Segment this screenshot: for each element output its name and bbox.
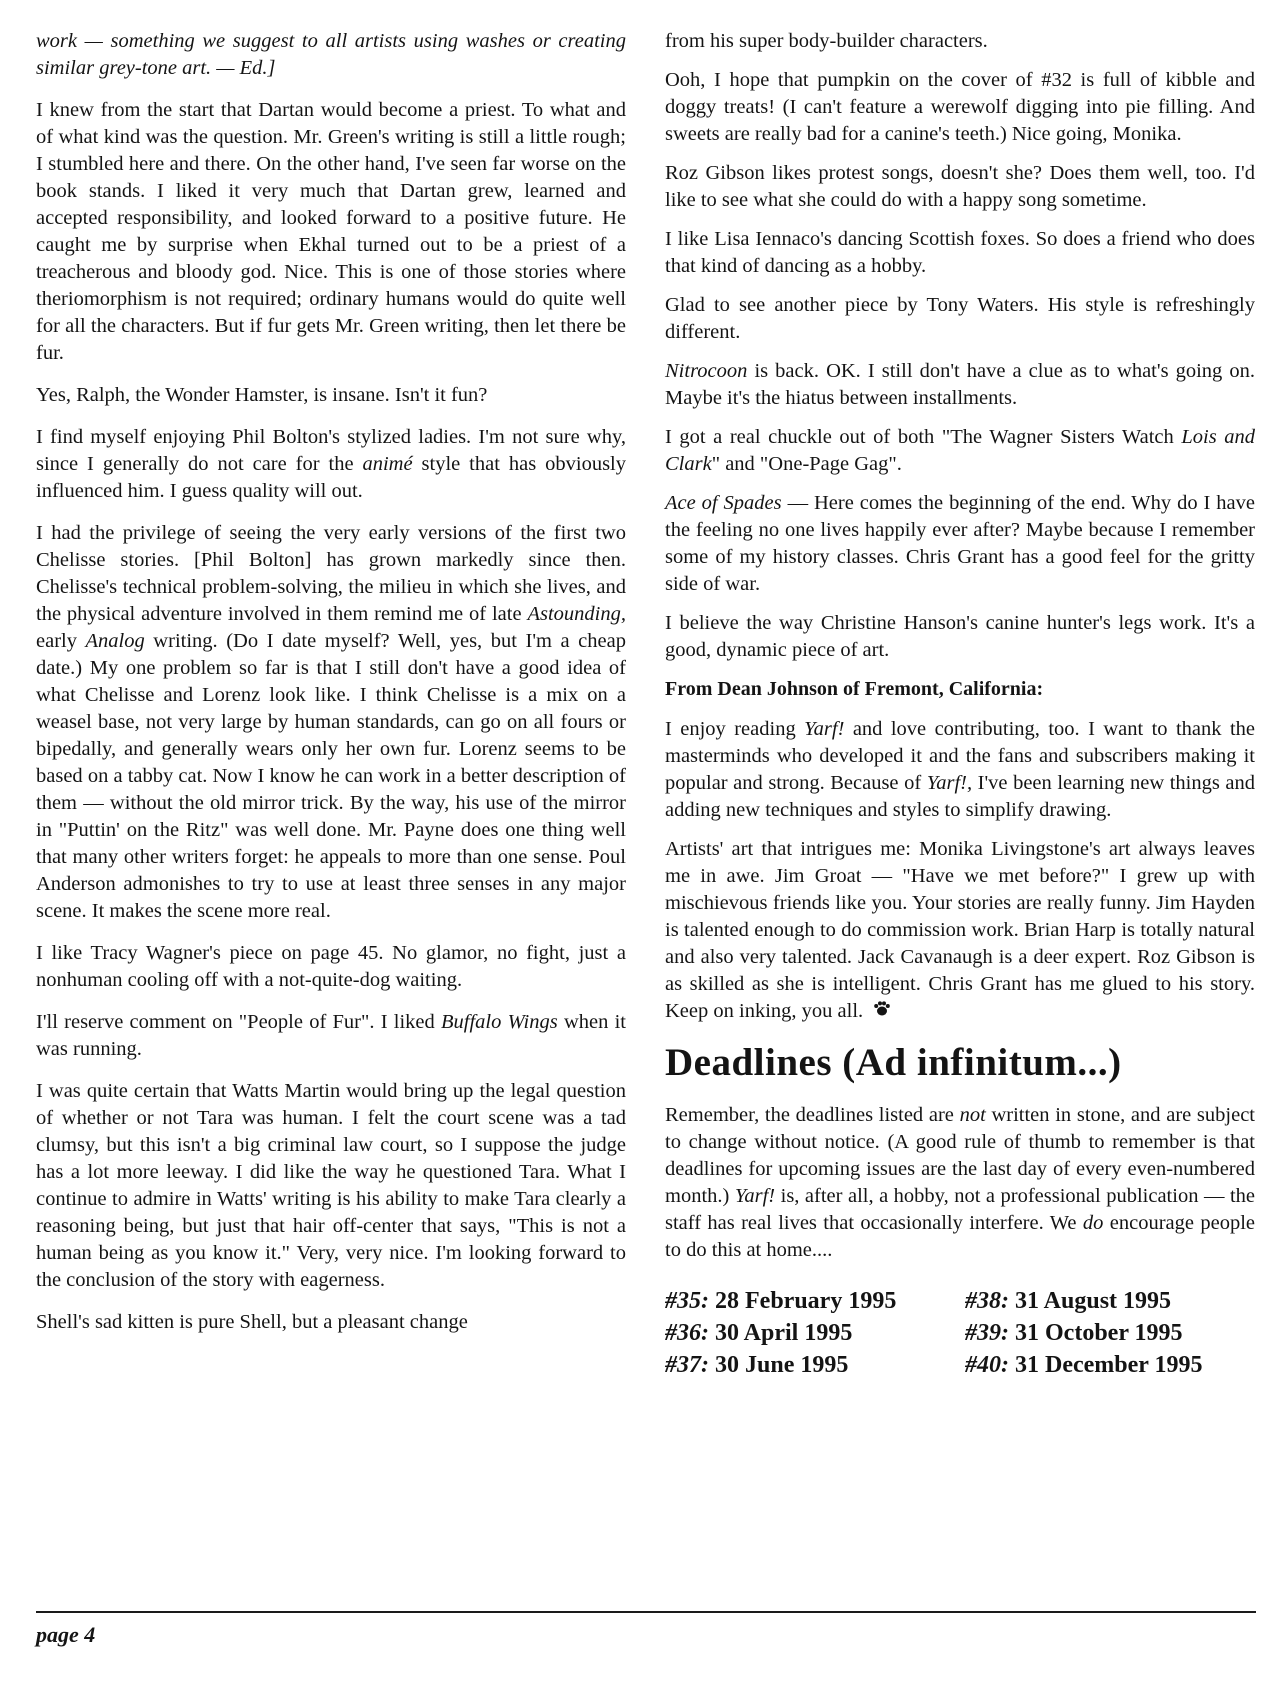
letter-paragraph (36, 424, 626, 505)
text-run: and love contributing, too. I want to thank the masterminds who developed it and the fans and subscribers making it popular and strong. Because of (665, 718, 1255, 794)
text-run-italic: animé (362, 453, 413, 475)
letter-paragraph (36, 28, 626, 82)
right-column (665, 28, 1255, 1380)
letter-paragraph: from his super body-builder characters. (665, 30, 988, 52)
text-run-italic: Nitrocoon (665, 360, 748, 382)
letter-paragraph (665, 424, 1255, 478)
deadline-item (965, 1318, 1255, 1348)
letter-paragraph: Ooh, I hope that pumpkin on the cover of #32 is full of kibble and doggy treats! (I can't feature a werewolf digging into pie filling. And sweets are really bad for a canine's teeth.) Nice going, Monika. (665, 69, 1255, 145)
text-run-italic: Yarf! (804, 718, 845, 740)
text-run: style that has obviously influenced him. I guess quality will out. (36, 453, 626, 502)
letter-paragraph: Yes, Ralph, the Wonder Hamster, is insane. Isn't it fun? (36, 384, 488, 406)
text-run-italic: Buffalo Wings (441, 1011, 558, 1033)
editor-note: work — something we suggest to all artists using washes or creating similar grey-tone art. — Ed.] (36, 30, 626, 79)
text-run: encourage people to do this at home.... (665, 1211, 1255, 1261)
letter-paragraph (665, 836, 1255, 1026)
deadline-date: 31 August 1995 (1009, 1287, 1172, 1314)
text-run: — Here comes the beginning of the end. Why do I have the feeling no one lives happily ever after? Maybe because I remember some of my history classes. Chris Grant has a good feel for the gritty side of war. (665, 492, 1255, 595)
text-run-italic: Yarf! (734, 1184, 776, 1207)
text-run-italic: Lois and Clark (665, 426, 1255, 475)
letter-paragraph: Shell's sad kitten is pure Shell, but a pleasant change (36, 1311, 468, 1333)
left-column (36, 28, 626, 1351)
deadline-issue: #37: (665, 1351, 709, 1378)
letter-paragraph (665, 358, 1255, 412)
letter-paragraph (36, 520, 626, 925)
text-run: I'll reserve comment on "People of Fur". I liked (36, 1011, 442, 1033)
deadline-item (665, 1286, 965, 1316)
text-run-italic: not (959, 1103, 986, 1126)
text-run-italic: Yarf!, (926, 772, 973, 794)
letter-paragraph: I knew from the start that Dartan would become a priest. To what and of what kind was the question. Mr. Green's writing is still a little rough; I stumbled here and there. On the other hand, I've seen far worse on the book stands. I liked it very much that Dartan grew, learned and accepted responsibility, and looked forward to a positive future. He caught me by surprise when Ekhal turned out to be a priest of a treacherous and bloody god. Nice. This is one of those stories where theriomorphism is not required; ordinary humans would do quite well for all the characters. But if fur gets Mr. Green writing, then let there be fur. (36, 99, 626, 364)
text-run: I've been learning new things and adding new techniques and styles to simplify drawing. (665, 772, 1255, 821)
text-run: Artists' art that intrigues me: Monika Livingstone's art always leaves me in awe. Jim Groat — "Have we met before?" I grew up with mischievous friends like you. Your stories are really funny. Jim Hayden is talented enough to do commission work. Brian Harp is totally natural and also very talented. Jack Cavanaugh is a deer expert. Roz Gibson is as skilled as she is intelligent. Chris Grant has me glued to his story. Keep on inking, you all. (665, 838, 1255, 1022)
letter-paragraph: I was quite certain that Watts Martin would bring up the legal question of whether or not Tara was human. I felt the court scene was a tad clumsy, but this isn't a big criminal law court, so I suppose the judge has a lot more leeway. I did like the way he questioned Tara. What I continue to admire in Watts' writing is his ability to make Tara clearly a reasoning being, but just that hair off-center that says, "This is not a human being as you know it." Very, very nice. I'm looking forward to the conclusion of the story with eagerness. (36, 1080, 626, 1291)
text-run: I had the privilege of seeing the very early versions of the first two Chelisse stories. [Phil Bolton] has grown markedly since then. Chelisse's technical problem-solving, the milieu in which she lives, and the physical adventure involved in them remind me of late (36, 522, 626, 625)
text-run: writing. (Do I date myself? Well, yes, but I'm a cheap date.) My one problem so far is that I still don't have a good idea of what Chelisse and Lorenz look like. I think Chelisse is a mix on a weasel base, not very large by human standards, can go on all fours or bipedally, and generally wears only her own fur. Lorenz seems to be based on a tabby cat. Now I know he can work in a better description of them — without the old mirror trick. By the way, his use of the mirror in "Puttin' on the Ritz" was well done. Mr. Payne does one thing well that many other writers forget: he appeals to more than one sense. Poul Anderson admonishes to try to use at least three senses in any major scene. It makes the scene more real. (36, 630, 626, 922)
letter-author-heading: From Dean Johnson of Fremont, California: (665, 678, 1044, 700)
text-run-italic: Analog (85, 630, 145, 652)
deadline-issue: #40: (965, 1351, 1009, 1378)
text-run: when it was running. (36, 1011, 626, 1060)
letter-paragraph: Glad to see another piece by Tony Waters. His style is refreshingly different. (665, 294, 1255, 343)
deadlines-list (665, 1286, 1255, 1380)
deadline-issue: #38: (965, 1287, 1009, 1314)
deadline-item (965, 1350, 1255, 1380)
text-run: early (36, 630, 86, 652)
text-run: is back. OK. I still don't have a clue as to what's going on. Maybe it's the hiatus between installments. (665, 360, 1255, 409)
text-run: I enjoy reading (665, 718, 805, 740)
page-number: page 4 (36, 1622, 96, 1647)
paw-ornament-icon (873, 999, 891, 1026)
letter-paragraph (665, 716, 1255, 824)
deadline-issue: #36: (665, 1319, 709, 1346)
letter-paragraph: I like Tracy Wagner's piece on page 45. No glamor, no fight, just a nonhuman cooling off with a not-quite-dog waiting. (36, 942, 626, 991)
deadline-issue: #35: (665, 1287, 709, 1314)
deadline-item (665, 1350, 965, 1380)
deadline-date: 28 February 1995 (709, 1287, 897, 1314)
deadline-date: 30 June 1995 (709, 1351, 849, 1378)
deadline-date: 31 October 1995 (1009, 1319, 1183, 1346)
deadlines-intro (665, 1102, 1255, 1264)
text-run: Remember, the deadlines listed are (665, 1103, 960, 1126)
text-run: I got a real chuckle out of both "The Wagner Sisters Watch (665, 426, 1182, 448)
text-run: I find myself enjoying Phil Bolton's stylized ladies. I'm not sure why, since I generally do not care for the (36, 426, 626, 475)
letter-paragraph (665, 490, 1255, 598)
letter-paragraph: Roz Gibson likes protest songs, doesn't she? Does them well, too. I'd like to see what she could do with a happy song sometime. (665, 162, 1255, 211)
footer-rule (36, 1611, 1256, 1613)
text-run-italic: Ace of Spades (665, 492, 782, 514)
deadline-date: 30 April 1995 (709, 1319, 853, 1346)
deadline-date: 31 December 1995 (1009, 1351, 1203, 1378)
deadline-item (665, 1318, 965, 1348)
letter-paragraph: I believe the way Christine Hanson's canine hunter's legs work. It's a good, dynamic piece of art. (665, 612, 1255, 661)
text-run-italic: Astounding, (527, 603, 626, 625)
text-run-italic: do (1082, 1211, 1104, 1234)
letter-paragraph: I like Lisa Iennaco's dancing Scottish foxes. So does a friend who does that kind of dancing as a hobby. (665, 228, 1255, 277)
deadline-item (965, 1286, 1255, 1316)
deadline-issue: #39: (965, 1319, 1009, 1346)
text-run: " and "One-Page Gag". (711, 453, 902, 475)
text-run: written in stone, and are subject to change without notice. (A good rule of thumb to remember is that deadlines for upcoming issues are the last day of every even-numbered month.) (665, 1103, 1255, 1207)
section-title-deadlines: Deadlines (Ad infinitum...) (665, 1040, 1122, 1084)
text-run: is, after all, a hobby, not a professional publication — the staff has real lives that occasionally interfere. We (665, 1184, 1255, 1234)
letter-paragraph (36, 1009, 626, 1063)
